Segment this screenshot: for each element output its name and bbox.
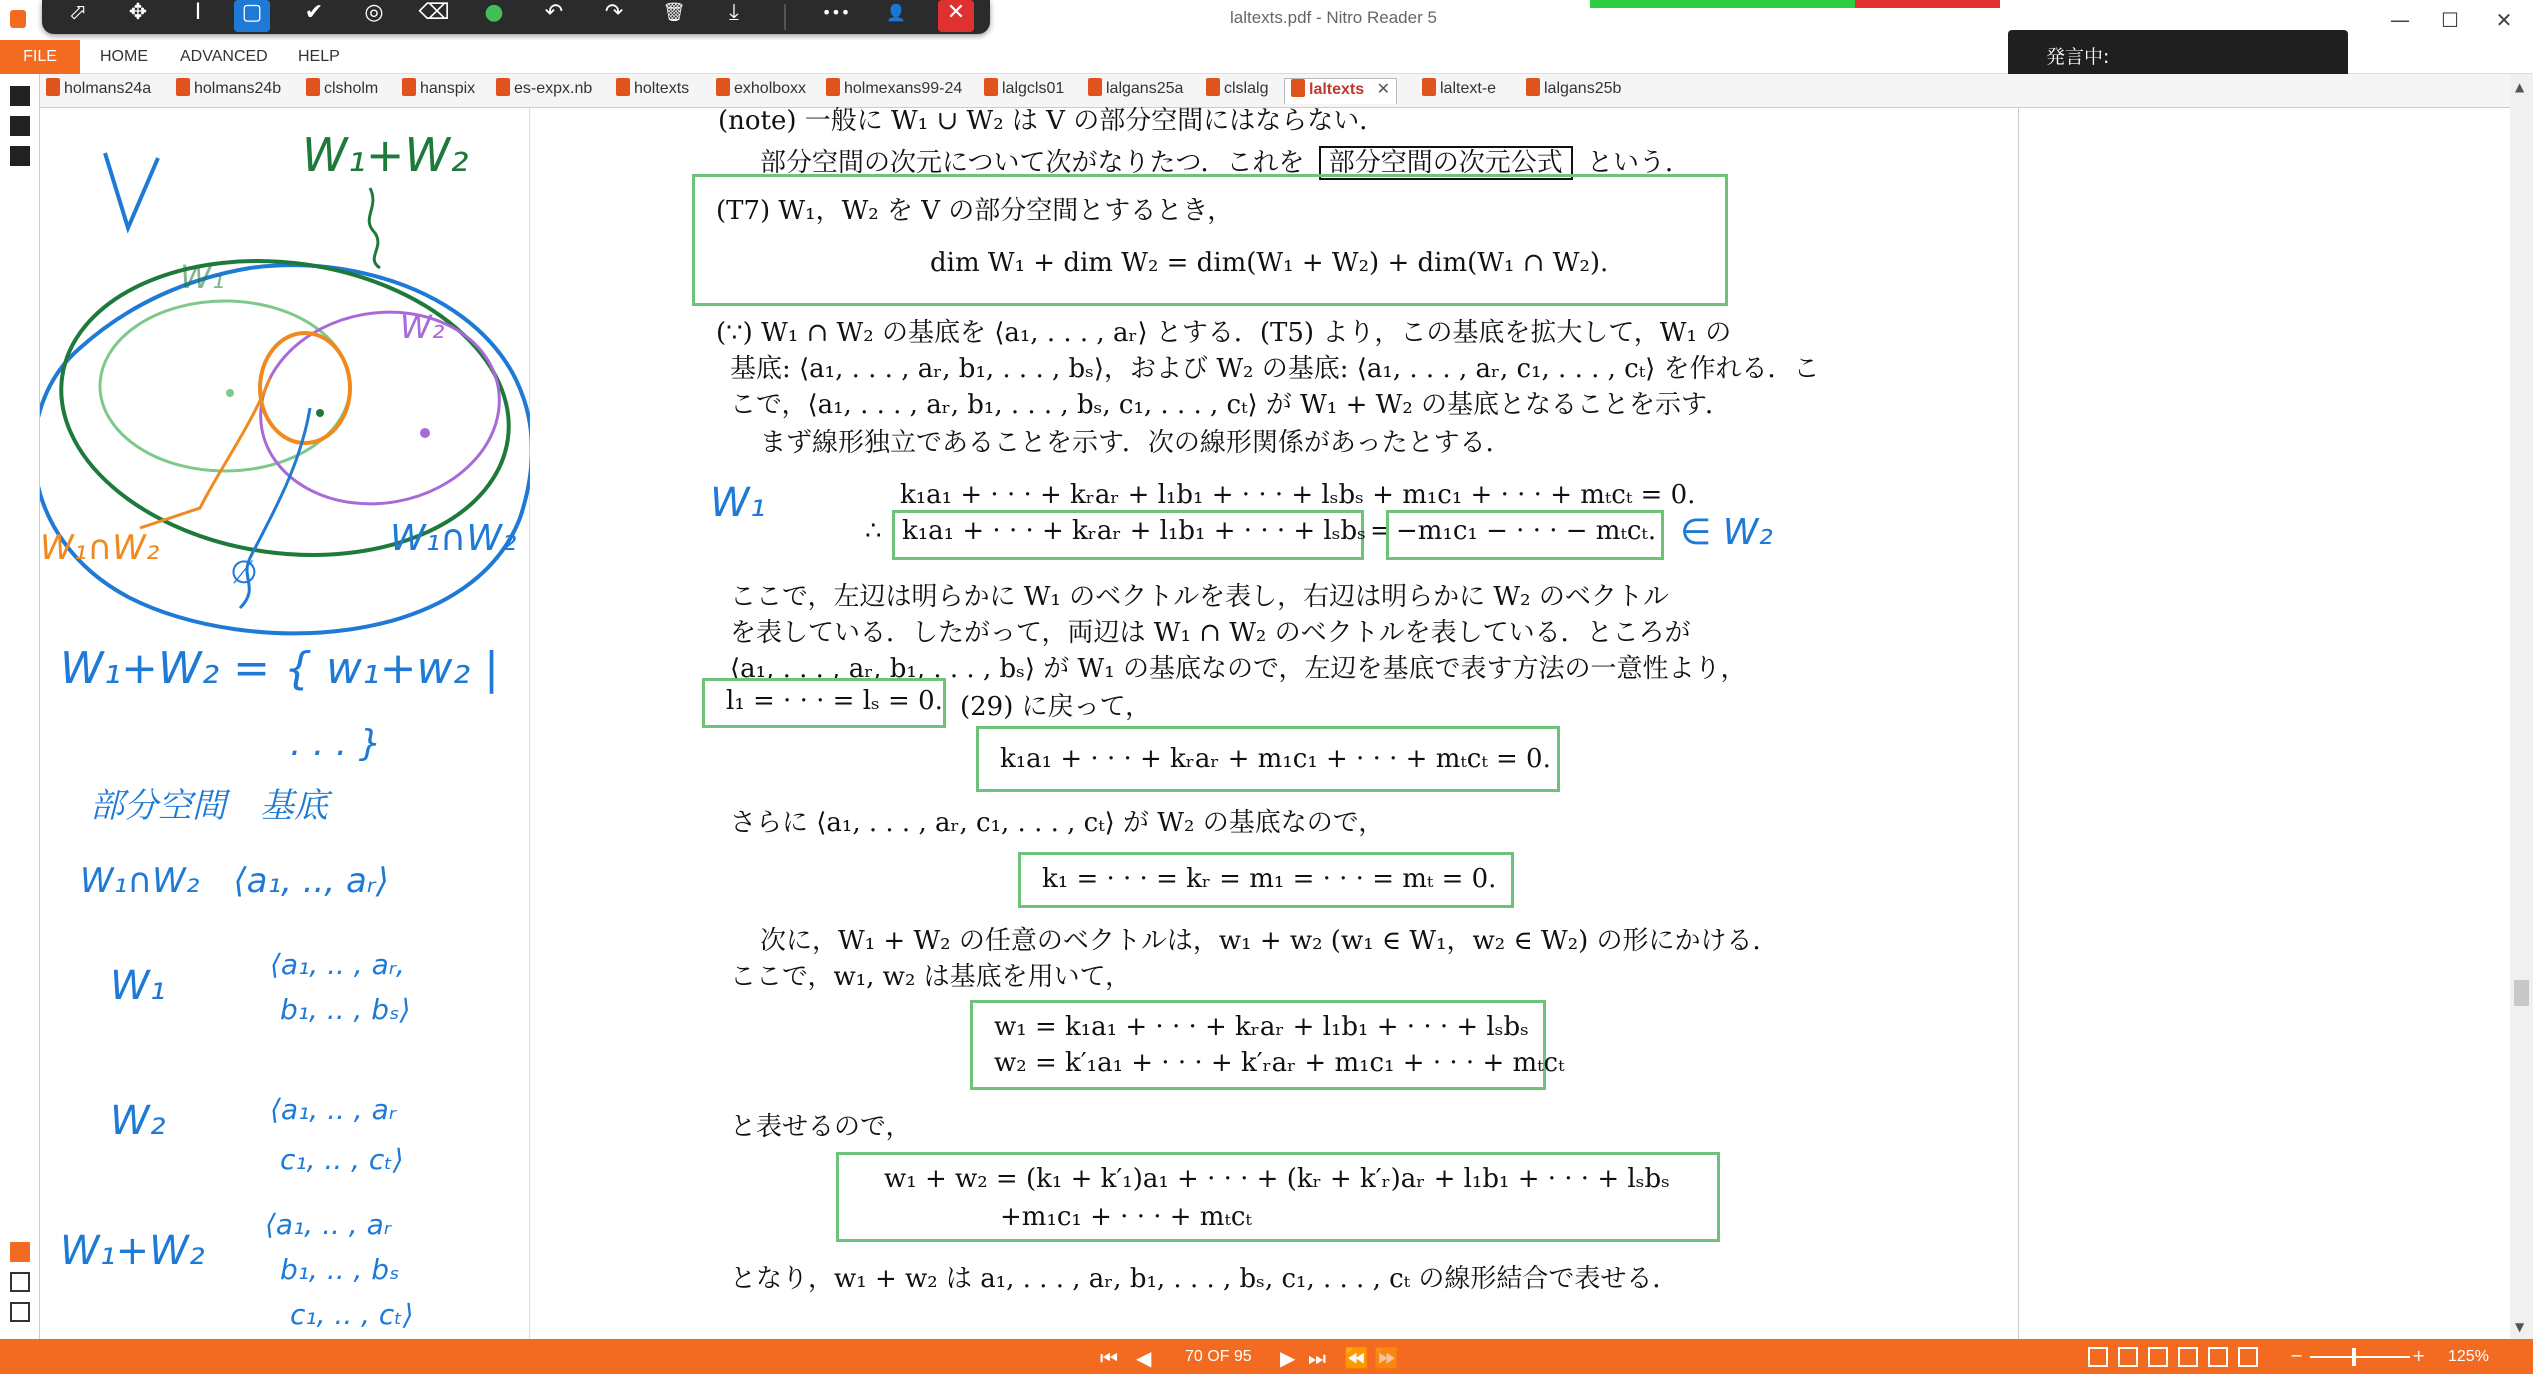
note-cap-basis: W₁∩W₂ ⟨a₁, .., aᵣ⟩: [80, 861, 389, 901]
document-page: [390, 106, 2018, 1339]
rectangle-icon[interactable]: ▢: [234, 0, 270, 32]
note-w1w2-basis-c: c₁, .. , cₜ⟩: [290, 1298, 414, 1331]
ink-w1-ellipse: [100, 301, 350, 471]
minimize-button[interactable]: —: [2390, 8, 2410, 32]
download-icon[interactable]: ⤓: [729, 0, 739, 25]
note-w1-basis-b: b₁, .. , bₛ⟩: [280, 993, 411, 1026]
back-view-button[interactable]: ⏪: [1344, 1346, 1369, 1370]
equation-29b-equals: =: [1370, 516, 1392, 546]
close-toolbar-icon[interactable]: ✕: [938, 0, 974, 32]
dimension-formula-box: 部分空間の次元公式: [1319, 146, 1573, 180]
pdf-icon: [984, 78, 998, 96]
equation-30: k₁a₁ + · · · + kᵣaᵣ + m₁c₁ + · · · + mₜcₜ = 0.: [1000, 744, 1551, 774]
note-w1: W₁: [110, 963, 166, 1009]
facing-view-icon[interactable]: [2148, 1347, 2168, 1367]
ink-w1w2-label: W₁+W₂: [302, 128, 469, 182]
equation-33b: +m₁c₁ + · · · + mₜcₜ: [1000, 1202, 1252, 1232]
ink-w1w2-pointer: [369, 188, 380, 268]
text-cursor-icon[interactable]: Ⅰ: [194, 0, 202, 25]
progress-bar-green: [1590, 0, 1855, 8]
zoom-in-button[interactable]: +: [2412, 1346, 2426, 1365]
equation-33a: w₁ + w₂ = (k₁ + k′₁)a₁ + · · · + (kᵣ + k′ᵣ)aᵣ + l₁b₁ + · · · + lₛbₛ: [884, 1164, 1670, 1194]
pdf-icon: [716, 78, 730, 96]
more-icon[interactable]: •••: [821, 3, 851, 22]
note-w1w2: W₁+W₂: [60, 1228, 205, 1274]
tab-lalgans25b[interactable]: lalgans25b: [1526, 78, 1621, 104]
bookmark-icon[interactable]: [10, 116, 30, 136]
scroll-thumb[interactable]: [2514, 980, 2529, 1006]
fit-width-icon[interactable]: [2208, 1347, 2228, 1367]
doc-intro-tail: という．: [1587, 148, 1692, 178]
proof-line-1: (∵) W₁ ∩ W₂ の基底を ⟨a₁, . . . , aᵣ⟩ とする．(T5) より，この基底を拡大して，W₁ の: [716, 318, 1732, 348]
first-page-button[interactable]: ⏮: [1100, 1346, 1118, 1370]
ink-dot-w1: [226, 389, 234, 397]
pdf-icon: [1088, 78, 1102, 96]
nitro-logo-icon: [10, 10, 26, 28]
ink-cap-label: W₁∩W₂: [40, 528, 160, 568]
trash-icon[interactable]: 🗑: [662, 2, 686, 23]
scroll-up-icon[interactable]: ▲: [2515, 80, 2525, 94]
ink-V-stroke: [105, 153, 158, 228]
equation-32a: w₁ = k₁a₁ + · · · + kᵣaᵣ + l₁b₁ + · · · + lₛbₛ: [994, 1012, 1529, 1042]
proof-line-8: (29) に戻って，: [960, 692, 1152, 722]
comments-icon[interactable]: [10, 146, 30, 166]
previous-page-button[interactable]: ◀: [1136, 1346, 1152, 1370]
progress-bar-red: [1855, 0, 2000, 8]
zoom-slider[interactable]: [2310, 1356, 2410, 1358]
venn-diagram-ink: [40, 108, 530, 668]
tab-laltexts[interactable]: laltexts ✕: [1284, 78, 1397, 104]
stamp-icon[interactable]: ◎: [364, 0, 384, 25]
ink-empty-label: ∅: [230, 553, 258, 591]
share-icon[interactable]: 👤: [886, 3, 906, 22]
last-page-button[interactable]: ⏭: [1308, 1346, 1326, 1370]
next-page-button[interactable]: ▶: [1280, 1346, 1296, 1370]
tab-es-expx[interactable]: es-expx.nb: [496, 78, 592, 104]
tab-laltext-e[interactable]: laltext-e: [1422, 78, 1496, 104]
maximize-button[interactable]: ☐: [2441, 8, 2459, 32]
note-w2-basis-a: ⟨a₁, .. , aᵣ: [270, 1093, 397, 1126]
pdf-icon: [176, 78, 190, 96]
tab-holmans24b[interactable]: holmans24b: [176, 78, 281, 104]
equation-29b-right: −m₁c₁ − · · · − mₜcₜ.: [1396, 516, 1657, 546]
tab-holmans24a[interactable]: holmans24a: [46, 78, 151, 104]
proof-line-10: 次に，W₁ + W₂ の任意のベクトルは，w₁ + w₂ (w₁ ∈ W₁，w₂ ∈ W₂) の形にかける．: [760, 926, 1779, 956]
proof-line-6: を表している．したがって，両辺は W₁ ∩ W₂ のベクトルを表している．ところが: [730, 618, 1691, 648]
margin-ink-w1: W₁: [710, 480, 766, 526]
menu-file[interactable]: FILE: [0, 40, 80, 74]
forward-view-button[interactable]: ⏩: [1374, 1346, 1399, 1370]
right-margin-area: [2018, 108, 2510, 1339]
continuous-view-icon[interactable]: [2118, 1347, 2138, 1367]
ink-cap-pointer: [140, 378, 270, 528]
tab-close-icon[interactable]: ✕: [1376, 81, 1390, 98]
ink-w2-label: W₂: [400, 308, 445, 346]
tab-hanspix[interactable]: hanspix: [402, 78, 475, 104]
zoom-slider-handle[interactable]: [2352, 1348, 2356, 1366]
toolbar-separator: [784, 4, 786, 30]
zoom-level[interactable]: 125%: [2448, 1348, 2489, 1365]
note-w1w2-basis-b: b₁, .. , bₛ: [280, 1253, 400, 1286]
proof-line-4: まず線形独立であることを示す．次の線形関係があったとする．: [760, 428, 1512, 458]
page-thumbnail-icon[interactable]: [10, 86, 30, 106]
note-ellipsis: . . . }: [290, 723, 382, 764]
proof-line-9: さらに ⟨a₁, . . . , aᵣ, c₁, . . . , cₜ⟩ が W₂ の基底なので，: [730, 808, 1385, 838]
zoom-out-button[interactable]: −: [2290, 1346, 2304, 1365]
proof-line-7: ⟨a₁, . . . , aᵣ, b₁, . . . , bₛ⟩ が W₁ の基底なので，左辺を基底で表す方法の一意性より，: [730, 654, 1747, 684]
undo-icon[interactable]: ↶: [544, 0, 564, 25]
equation-28: dim W₁ + dim W₂ = dim(W₁ + W₂) + dim(W₁ ∩ W₂).: [930, 248, 1609, 278]
tab-lalgans25a[interactable]: lalgans25a: [1088, 78, 1183, 104]
equation-29b-left: k₁a₁ + · · · + kᵣaᵣ + l₁b₁ + · · · + lₛbₛ: [902, 516, 1366, 546]
equation-31: k₁ = · · · = kᵣ = m₁ = · · · = mₜ = 0.: [1042, 864, 1497, 894]
note-w2-basis-b: c₁, .. , cₜ⟩: [280, 1143, 404, 1176]
status-bar: [0, 1339, 2533, 1374]
menu-home[interactable]: HOME: [100, 48, 148, 65]
single-page-view-icon[interactable]: [2088, 1347, 2108, 1367]
check-icon[interactable]: ✔: [304, 0, 324, 25]
fullscreen-icon[interactable]: [2238, 1347, 2258, 1367]
proof-line-2: 基底: ⟨a₁, . . . , aᵣ, b₁, . . . , bₛ⟩，および W₂ の基底: ⟨a₁, . . . , aᵣ, c₁, . . . , cₜ⟩ を作れる．こ: [730, 354, 1820, 384]
ink-dot-w2: [420, 428, 430, 438]
close-window-button[interactable]: ✕: [2495, 8, 2513, 32]
left-tool-strip: [0, 74, 40, 1339]
tab-clsholm[interactable]: clsholm: [306, 78, 378, 104]
proof-line-11: ここで，w₁, w₂ は基底を用いて，: [730, 962, 1132, 992]
doc-intro-text: 部分空間の次元について次がなりたつ．これを: [760, 148, 1305, 178]
doc-note-line: (note) 一般に W₁ ∪ W₂ は V の部分空間にはならない．: [718, 106, 1386, 136]
color-dot-icon[interactable]: ●: [484, 0, 504, 25]
window-title: laltexts.pdf - Nitro Reader 5: [1230, 8, 1437, 27]
tab-holmexans99-24[interactable]: holmexans99-24: [826, 78, 962, 104]
notes-page: [40, 108, 530, 1339]
layers-icon[interactable]: [10, 1242, 30, 1262]
outline-icon[interactable]: [10, 1302, 30, 1322]
proof-line-13: となり，w₁ + w₂ は a₁, . . . , aᵣ, b₁, . . . , bₛ, c₁, . . . , cₜ の線形結合で表せる．: [730, 1264, 1679, 1294]
select-arrow-icon[interactable]: ⬀: [68, 0, 88, 25]
pdf-icon: [826, 78, 840, 96]
menu-advanced[interactable]: ADVANCED: [180, 48, 268, 65]
note-header: 部分空間 基底: [90, 786, 328, 826]
menu-help[interactable]: HELP: [298, 48, 340, 65]
equation-32b: w₂ = k′₁a₁ + · · · + k′ᵣaᵣ + m₁c₁ + · · · + mₜcₜ: [994, 1048, 1565, 1078]
tab-lalgcls01[interactable]: lalgcls01: [984, 78, 1064, 104]
pdf-icon: [306, 78, 320, 96]
tab-exholboxx[interactable]: exholboxx: [716, 78, 806, 104]
proof-line-12: と表せるので，: [730, 1112, 912, 1142]
move-icon[interactable]: ✥: [128, 0, 148, 25]
pdf-icon: [496, 78, 510, 96]
list-icon[interactable]: [10, 1272, 30, 1292]
margin-ink-in-w2: ∈ W₂: [1680, 512, 1773, 553]
pdf-icon: [616, 78, 630, 96]
theorem-t7-statement: (T7) W₁，W₂ を V の部分空間とするとき，: [716, 196, 1234, 226]
pdf-icon: [1526, 78, 1540, 96]
pdf-icon: [402, 78, 416, 96]
proof-line-3: こで，⟨a₁, . . . , aᵣ, b₁, . . . , bₛ, c₁, . . . , cₜ⟩ が W₁ + W₂ の基底となることを示す．: [730, 390, 1731, 420]
ink-outer-V-ellipse: [40, 265, 530, 633]
note-w1-basis-a: ⟨a₁, .. , aᵣ,: [270, 948, 405, 981]
facing-continuous-view-icon[interactable]: [2178, 1347, 2198, 1367]
annotation-toolbar: [42, 0, 990, 34]
ink-w1-label: W₁: [180, 258, 225, 296]
note-w1w2-basis-a: ⟨a₁, .. , aᵣ: [265, 1208, 392, 1241]
speaking-indicator: 発言中:: [2008, 30, 2348, 80]
l-zero-result: l₁ = · · · = lₛ = 0.: [726, 686, 943, 716]
eraser-icon[interactable]: ⌫: [418, 0, 450, 25]
pdf-icon: [1206, 78, 1220, 96]
tab-clslalg[interactable]: clslalg: [1206, 78, 1268, 104]
redo-icon[interactable]: ↷: [604, 0, 624, 25]
note-w2: W₂: [110, 1098, 166, 1144]
margin-ink-cap: W₁∩W₂: [390, 518, 517, 559]
page-indicator[interactable]: 70 OF 95: [1185, 1348, 1252, 1365]
equation-29a: k₁a₁ + · · · + kᵣaᵣ + l₁b₁ + · · · + lₛbₛ + m₁c₁ + · · · + mₜcₜ = 0.: [900, 480, 1696, 510]
ink-dot-cap: [316, 409, 324, 417]
scroll-down-icon[interactable]: ▼: [2515, 1320, 2525, 1334]
tab-holtexts[interactable]: holtexts: [616, 78, 689, 104]
pdf-icon: [1422, 78, 1436, 96]
proof-line-5: ここで，左辺は明らかに W₁ のベクトルを表し，右辺は明らかに W₂ のベクトル: [730, 582, 1669, 612]
vertical-scrollbar[interactable]: [2510, 74, 2533, 1339]
note-w1w2-set: W₁+W₂ = { w₁+w₂ |: [60, 643, 499, 694]
pdf-icon: [1291, 79, 1305, 97]
therefore-symbol: ∴: [865, 516, 882, 546]
pdf-icon: [46, 78, 60, 96]
